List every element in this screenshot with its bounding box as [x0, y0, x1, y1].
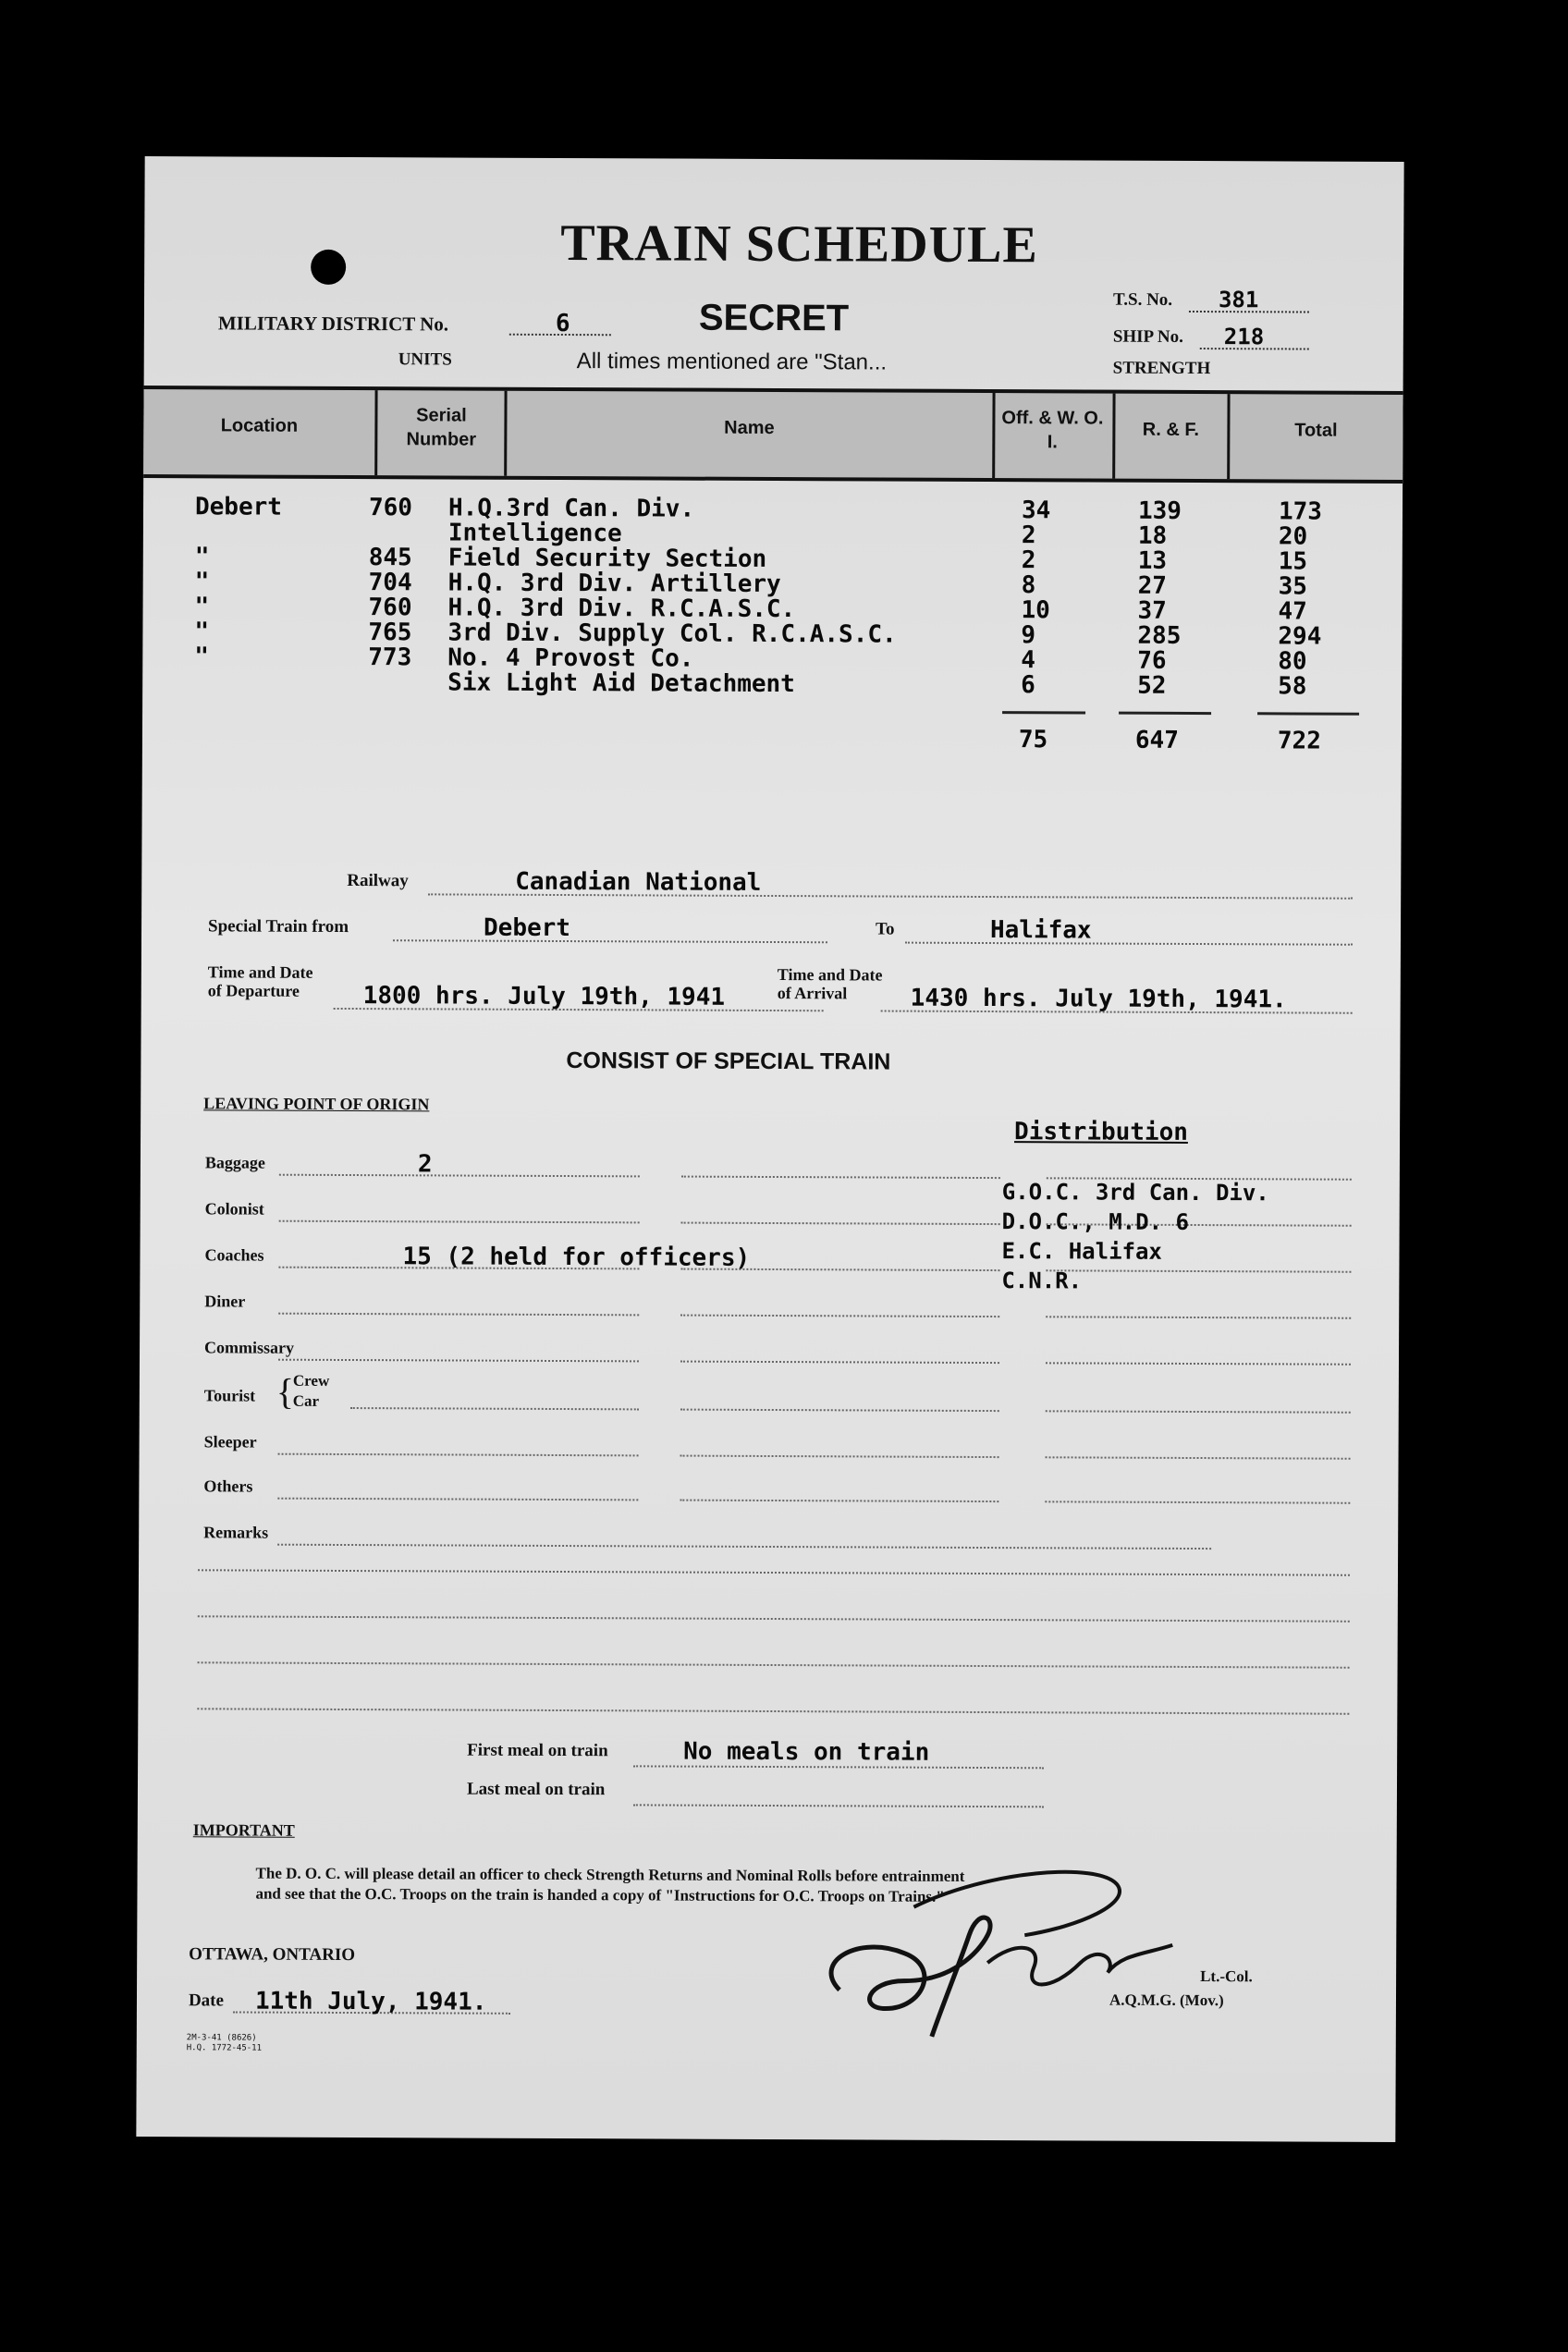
- row-off: 2: [1021, 521, 1036, 550]
- row-serial: 765: [368, 619, 412, 647]
- baggage-line: [279, 1174, 640, 1178]
- ship-label: SHIP No.: [1112, 326, 1183, 347]
- distribution-item: D.O.C., M.D. 6: [1001, 1208, 1190, 1235]
- commissary-line: [278, 1359, 639, 1363]
- sum-line-rf: [1119, 712, 1211, 715]
- arrival-value: 1430 hrs. July 19th, 1941.: [910, 984, 1287, 1014]
- commissary-line: [680, 1361, 999, 1365]
- distribution-list: [1001, 1177, 1269, 1296]
- row-off: 6: [1021, 671, 1035, 700]
- form-number-line2: H.Q. 1772-45-11: [186, 2043, 263, 2053]
- sleeper-label: Sleeper: [203, 1432, 257, 1452]
- from-label: Special Train from: [208, 916, 349, 937]
- sum-line-off: [1002, 711, 1085, 714]
- coaches-value: 15 (2 held for officers): [402, 1243, 751, 1272]
- railway-value: Canadian National: [515, 867, 762, 897]
- row-rf: 18: [1137, 521, 1168, 550]
- distribution-title: Distribution: [1014, 1118, 1188, 1146]
- row-total: 294: [1278, 622, 1322, 651]
- date-value: 11th July, 1941.: [254, 1987, 487, 2016]
- row-rf: 27: [1137, 571, 1168, 600]
- col-sep: [992, 393, 995, 478]
- remarks-line: [197, 1708, 1349, 1714]
- units-label: UNITS: [398, 349, 452, 370]
- remarks-label: Remarks: [203, 1523, 269, 1542]
- important-heading: IMPORTANT: [192, 1820, 295, 1840]
- coaches-label: Coaches: [204, 1245, 264, 1265]
- diner-line: [680, 1315, 999, 1318]
- rank-label: Lt.-Col.: [1200, 1967, 1253, 1986]
- row-total: 20: [1278, 522, 1308, 551]
- baggage-value: 2: [417, 1150, 433, 1179]
- to-value: Halifax: [989, 916, 1092, 945]
- military-district-label: MILITARY DISTRICT No.: [217, 312, 449, 336]
- signature: [802, 1851, 1192, 2047]
- colonist-line: [279, 1220, 640, 1224]
- diner-line: [278, 1313, 639, 1317]
- arrival-label-line2: of Arrival: [777, 984, 848, 1003]
- baggage-label: Baggage: [204, 1153, 265, 1172]
- role-label: A.Q.M.G. (Mov.): [1109, 1991, 1224, 2010]
- to-label: To: [875, 919, 895, 939]
- tourist-line: [1046, 1410, 1351, 1413]
- total-rf: 647: [1134, 726, 1179, 754]
- commissary-line: [1046, 1362, 1351, 1365]
- date-label: Date: [188, 1991, 225, 2011]
- row-location: ": [194, 643, 210, 671]
- row-name: No. 4 Provost Co.: [447, 643, 694, 673]
- commissary-label: Commissary: [204, 1338, 295, 1357]
- row-name: 3rd Div. Supply Col. R.C.A.S.C.: [447, 619, 897, 649]
- row-name: Six Light Aid Detachment: [447, 668, 795, 699]
- row-total: 47: [1278, 597, 1307, 626]
- sum-line-total: [1257, 712, 1359, 715]
- col-off: Off. & W. O. I.: [1001, 408, 1104, 453]
- document-title: TRAIN SCHEDULE: [560, 214, 1038, 275]
- row-name: Field Security Section: [447, 544, 767, 573]
- others-line: [1045, 1501, 1350, 1503]
- last-meal-label: Last meal on train: [466, 1779, 606, 1800]
- row-total: 80: [1278, 647, 1307, 676]
- sleeper-line: [1046, 1456, 1351, 1459]
- others-line: [680, 1500, 998, 1503]
- col-location: Location: [220, 415, 299, 436]
- others-label: Others: [203, 1476, 253, 1496]
- row-rf: 52: [1137, 671, 1167, 700]
- to-line: [905, 942, 1353, 946]
- col-total: Total: [1294, 420, 1338, 441]
- row-rf: 285: [1137, 621, 1182, 650]
- row-name: Intelligence: [447, 519, 622, 548]
- row-serial: 760: [368, 594, 412, 622]
- row-off: 9: [1021, 621, 1036, 650]
- departure-label-line2: of Departure: [207, 981, 300, 1000]
- row-rf: 13: [1137, 546, 1168, 575]
- row-location: ": [194, 593, 210, 621]
- col-sep: [374, 390, 377, 475]
- total-total: 722: [1277, 727, 1321, 755]
- sleeper-line: [680, 1455, 999, 1459]
- sleeper-line: [278, 1453, 639, 1457]
- from-line: [393, 939, 827, 943]
- others-line: [277, 1498, 638, 1501]
- row-off: 34: [1021, 496, 1051, 525]
- row-off: 4: [1021, 646, 1036, 675]
- row-off: 8: [1021, 571, 1036, 600]
- remarks-line: [198, 1615, 1350, 1622]
- form-number: [187, 2033, 262, 2053]
- first-meal-value: No meals on train: [683, 1737, 930, 1767]
- ts-value: 381: [1218, 287, 1259, 313]
- row-total: 173: [1278, 497, 1323, 526]
- row-name: H.Q. 3rd Div. R.C.A.S.C.: [447, 594, 796, 624]
- distribution-item: G.O.C. 3rd Can. Div.: [1001, 1179, 1269, 1207]
- important-line1: The D. O. C. will please detail an officer to check Strength Returns and Nominal Rolls before entrainment: [255, 1864, 965, 1885]
- col-rf: R. & F.: [1142, 419, 1200, 441]
- colonist-line: [681, 1222, 1000, 1226]
- document-page: [136, 156, 1403, 2142]
- row-total: 15: [1278, 547, 1308, 576]
- from-value: Debert: [483, 913, 571, 943]
- remarks-line: [198, 1569, 1350, 1575]
- row-total: 58: [1278, 672, 1307, 701]
- row-location: ": [194, 568, 210, 596]
- row-location: ": [194, 618, 210, 646]
- row-name: H.Q.3rd Can. Div.: [447, 494, 695, 523]
- car-label: Car: [292, 1391, 320, 1410]
- distribution-item: E.C. Halifax: [1001, 1238, 1162, 1265]
- consist-title: CONSIST OF SPECIAL TRAIN: [566, 1047, 891, 1075]
- leaving-heading: LEAVING POINT OF ORIGIN: [203, 1094, 430, 1114]
- ship-value: 218: [1223, 324, 1265, 350]
- colonist-label: Colonist: [204, 1199, 264, 1219]
- crew-label: Crew: [292, 1371, 330, 1390]
- strength-label: STRENGTH: [1112, 358, 1211, 379]
- remarks-line: [277, 1544, 1211, 1550]
- diner-label: Diner: [204, 1292, 246, 1311]
- col-serial: Serial Number: [406, 405, 477, 450]
- ts-label: T.S. No.: [1112, 289, 1173, 310]
- row-location: Debert: [194, 493, 283, 521]
- row-off: 2: [1021, 546, 1036, 575]
- row-rf: 37: [1137, 596, 1167, 625]
- row-serial: 845: [368, 544, 412, 572]
- important-line2: and see that the O.C. Troops on the train is handed a copy of "Instructions for O.C. Troops on Trains.": [255, 1884, 945, 1905]
- diner-line: [1046, 1316, 1351, 1318]
- place-label: OTTAWA, ONTARIO: [189, 1944, 356, 1966]
- departure-label-line1: Time and Date: [207, 962, 313, 982]
- row-rf: 139: [1137, 496, 1182, 525]
- tourist-line: [350, 1407, 639, 1410]
- row-total: 35: [1278, 572, 1308, 601]
- row-serial: 773: [368, 643, 412, 672]
- baggage-line: [681, 1176, 1000, 1180]
- arrival-label: [778, 965, 883, 1002]
- row-serial: 760: [368, 494, 413, 522]
- distribution-item: C.N.R.: [1001, 1268, 1083, 1294]
- tourist-brace: {: [276, 1370, 295, 1413]
- first-meal-label: First meal on train: [467, 1740, 608, 1761]
- table-header: [143, 386, 1403, 484]
- secret-stamp: SECRET: [698, 297, 850, 339]
- remarks-line: [198, 1661, 1350, 1668]
- row-serial: 704: [368, 569, 412, 597]
- arrival-label-line1: Time and Date: [777, 965, 883, 985]
- row-rf: 76: [1137, 646, 1167, 675]
- tourist-line: [680, 1409, 999, 1413]
- punch-hole: [311, 250, 346, 285]
- departure-label: [208, 962, 313, 999]
- total-off: 75: [1018, 726, 1048, 754]
- railway-label: Railway: [347, 871, 409, 891]
- departure-value: 1800 hrs. July 19th, 1941: [362, 982, 726, 1011]
- col-name: Name: [724, 417, 775, 439]
- row-off: 10: [1021, 596, 1050, 625]
- last-meal-line: [633, 1804, 1044, 1807]
- row-name: H.Q. 3rd Div. Artillery: [447, 569, 781, 599]
- tourist-label: Tourist: [203, 1386, 256, 1405]
- form-number-line1: 2M-3-41 (8626): [186, 2033, 257, 2043]
- row-location: ": [194, 543, 210, 571]
- military-district-value: 6: [555, 309, 570, 338]
- times-note: All times mentioned are "Stan...: [576, 349, 888, 375]
